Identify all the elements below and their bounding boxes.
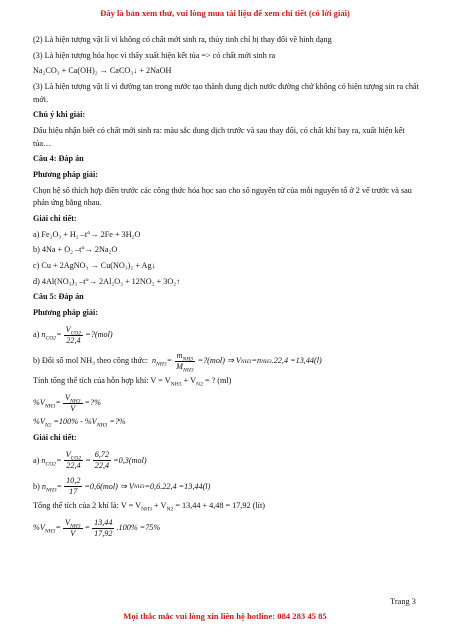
solution-b: b) $n_{NH3}$ = $\frac{10,2}{17}$ =0,6(mol) ⇒ V NH3 =0,6.22,4 =13,44(l) bbox=[33, 476, 211, 497]
document-body bbox=[33, 34, 421, 542]
hotline-footer: Mọi thắc mắc vui lòng xin liên hệ hotline: 084 283 45 85 bbox=[123, 611, 327, 621]
equation-line: d) 4Al(NO₃)₃ –t°→ 2Al₂O₃ + 12NO₂ + 3O₂↑ bbox=[33, 276, 181, 286]
text-line: Chọn hệ số thích hợp điền trước các công thức hóa học sao cho số nguyên tử của mỗi nguyên tố ở 2 vế trước và sau phản ứng bằng nhau. bbox=[33, 185, 412, 208]
formula-moles-nh3: b) Đổi số mol NH₃ theo công thức: $n_{NH3}$ = $\frac{m_{NH3}}{M_{NH3}}$ =?(mol) ⇒ V NH3 =n NH3 .22,4 =13,44(l) bbox=[33, 351, 322, 374]
text-line: Tổng thể tích của 2 khí là: $V = V_{NH3} + V_{N2} = 13,44 + 4,48 = 17,92$ (lít) bbox=[33, 500, 265, 513]
equation-line: a) Fe₂O₃ + H₂ –t°→ 2Fe + 3H₂O bbox=[33, 229, 141, 239]
section-heading: Chú ý khi giải: bbox=[33, 110, 86, 120]
section-heading: Phương pháp giải: bbox=[33, 308, 98, 318]
solution-percent: $\%V_{NH3}$ = $\frac{V_{NH3}}{V}$ = $\frac{13,44}{17,92}$ .100% =75% bbox=[33, 518, 161, 539]
formula-percent-n2: $\%V_{N2} =100\% - \%V_{NH3}$ =?% bbox=[33, 417, 126, 430]
question-heading: Câu 4: Đáp án bbox=[33, 154, 84, 164]
section-heading: Giải chi tiết: bbox=[33, 213, 77, 223]
formula-moles-co2: a) $n_{CO2}$ = $\frac{V_{CO2}}{22,4}$ =?(mol) bbox=[33, 325, 113, 346]
equation-line: Na₂CO₃ + Ca(OH)₂ → CaCO₃↓ + 2NaOH bbox=[33, 66, 172, 76]
preview-banner: Đây là bản xem thử, vui lòng mua tài liệu để xem chi tiết (có lời giải) bbox=[100, 8, 350, 18]
text-line: Tính tổng thể tích của hỗn hợp khí: $V = V_{NH3} + V_{N2}$ = ? (ml) bbox=[33, 375, 232, 388]
section-heading: Phương pháp giải: bbox=[33, 170, 98, 179]
text-line: (3) Là hiện tượng vật lí vì đường tan trong nước tạo thành dung dịch nước đường chứ không có hiện tượng sin ra chất mới. bbox=[33, 82, 419, 104]
text-line: (3) Là hiện tượng hóa học vì thấy xuất hiện kết tủa => có chất mới sinh ra bbox=[33, 50, 276, 60]
text-line: (2) Là hiện tượng vật lí vì không có chất mới sinh ra, thủy tinh chỉ bị thay đổi về hình dạng bbox=[33, 35, 332, 44]
solution-a: a) $n_{CO2}$ = $\frac{V_{CO2}}{22,4}$ = $\frac{6,72}{22,4}$ =0,3(mol) bbox=[33, 450, 147, 471]
equation-line: c) Cu + 2AgNO₃ → Cu(NO₃)₂ + Ag↓ bbox=[33, 261, 156, 271]
question-heading: Câu 5: Đáp án bbox=[33, 292, 84, 302]
section-heading: Giải chi tiết: bbox=[33, 433, 77, 443]
text-line: Dấu hiệu nhận biết có chất mới sinh ra: màu sắc dung dịch trước và sau thay đổi, có chất khí bay ra, xuất hiện kết tủa… bbox=[33, 126, 405, 148]
formula-percent-nh3: $\%V_{NH3}$ = $\frac{V_{NH3}}{V}$ =?% bbox=[33, 392, 101, 413]
page-number: Trang 3 bbox=[390, 597, 416, 606]
equation-line: b) 4Na + O₂ –t°→ 2Na₂O bbox=[33, 245, 118, 255]
